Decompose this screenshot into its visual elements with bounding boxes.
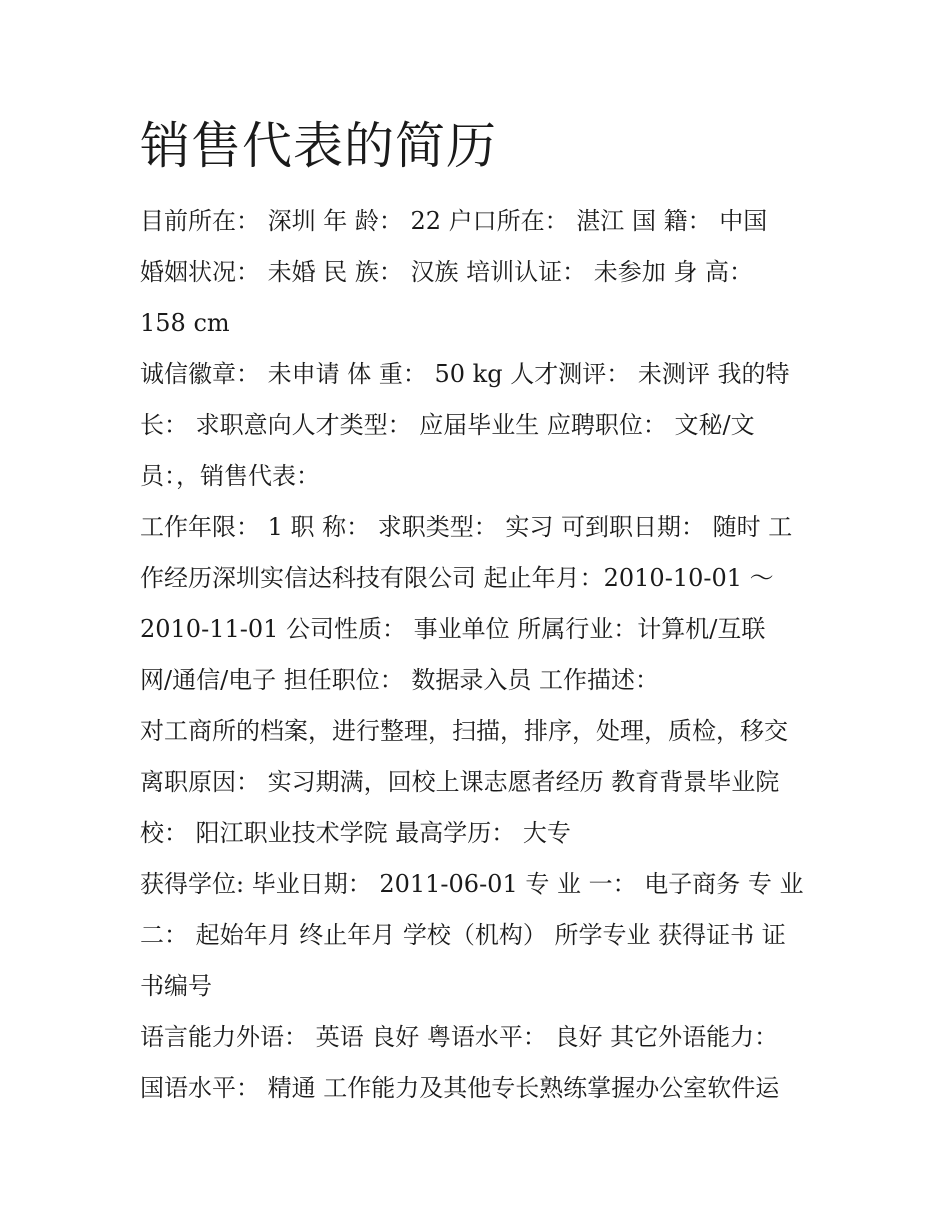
text-line: 离职原因： 实习期满，回校上课志愿者经历 教育背景毕业院 [140,768,780,796]
text-line: 员：，销售代表： [140,462,320,490]
resume-body [140,196,830,1114]
text-line: 158 cm [140,309,230,337]
text-line: 诚信徽章： 未申请 体 重： 50 kg 人才测评： 未测评 我的特 [140,360,790,388]
text-line: 工作年限： 1 职 称： 求职类型： 实习 可到职日期： 随时 工 [140,513,793,541]
text-line: 二： 起始年月 终止年月 学校（机构） 所学专业 获得证书 证 [140,921,786,949]
text-line: 2010-11-01 公司性质： 事业单位 所属行业：计算机/互联 [140,615,766,643]
text-line: 校： 阳江职业技术学院 最高学历： 大专 [140,819,571,847]
page-title: 销售代表的简历 [140,117,497,175]
text-line: 国语水平： 精通 工作能力及其他专长熟练掌握办公室软件运 [140,1074,780,1102]
text-line: 获得学位: 毕业日期： 2011-06-01 专 业 一： 电子商务 专 业 [140,870,804,898]
text-line: 对工商所的档案，进行整理，扫描，排序，处理，质检，移交 [140,717,788,745]
text-line: 网/通信/电子 担任职位： 数据录入员 工作描述： [140,666,660,694]
text-line: 长： 求职意向人才类型： 应届毕业生 应聘职位： 文秘/文 [140,411,755,439]
text-line: 目前所在： 深圳 年 龄： 22 户口所在： 湛江 国 籍： 中国 [140,207,768,235]
text-line: 婚姻状况： 未婚 民 族： 汉族 培训认证： 未参加 身 高： [140,258,754,286]
text-line: 书编号 [140,972,212,1000]
text-line: 语言能力外语： 英语 良好 粤语水平： 良好 其它外语能力： [140,1023,779,1051]
text-line: 作经历深圳实信达科技有限公司 起止年月：2010-10-01 ～ [140,564,774,592]
